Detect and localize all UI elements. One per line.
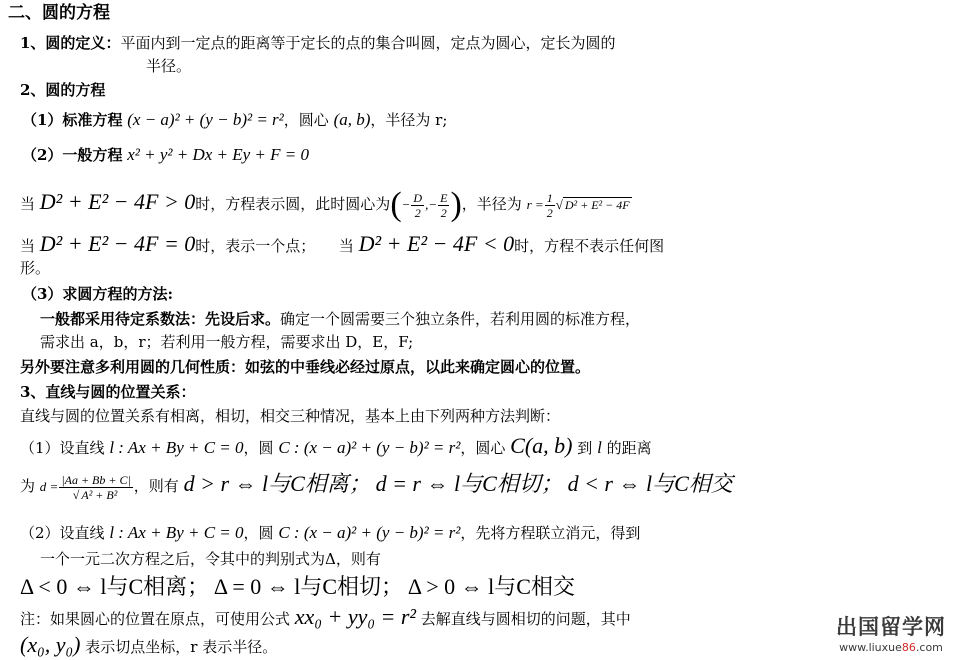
general-equation-label: （2）一般方程 [22,146,123,164]
section-heading: 二、圆的方程 [8,3,110,23]
paren-right: ) [450,186,462,223]
condition-prefix: 当 [20,195,36,213]
method-heading: （3）求圆方程的方法: [22,285,173,303]
tangent-point: (x₀, y₀) [20,632,81,657]
watermark-url: www.liuxue86.com [839,641,943,654]
method2-result-3: Δ > 0 ⇔ l与C相交 [407,574,575,599]
note-line-2 [20,633,277,659]
method1-result-1: d > r ⇔ l与C相离； [183,471,371,496]
method-line [40,309,640,329]
definition-cont: 半径。 [146,57,192,75]
method1-prefix: （1）设直线 [20,439,105,457]
standard-equation: (x − a)² + (y − b)² = r² [127,110,284,129]
distance-fraction: $\frac{|Aa + Bb + C|}{\text{√ A² + B²}}$ [61,472,131,502]
general-equation-line [22,145,309,165]
method2-circle-prefix: ，圆 [243,524,274,542]
method1-circle-prefix: ，圆 [243,439,274,457]
method2-line-eq: l : Ax + By + C = 0 [109,523,244,542]
radius-text: ，半径为 r; [370,111,448,129]
center-formula: (a, b) [333,110,371,129]
condition-negative-text: 时，方程不表示任何图 [514,237,665,255]
method2-text: ，先将方程联立消元，得到 [460,524,641,542]
method2-circle-eq: C : (x − a)² + (y − b)² = r² [278,523,461,542]
method1-line [20,434,652,460]
condition-zero: D² + E² − 4F = 0 [39,231,196,256]
standard-equation-line [22,110,447,130]
center-prefix: ，圆心 [283,111,329,129]
center-x-fraction: $\frac{D}{2}$ [413,190,423,220]
method1-circle-eq: C : (x − a)² + (y − b)² = r² [278,438,461,457]
method1-result-2: d = r ⇔ l与C相切； [375,471,563,496]
definition-text: 平面内到一定点的距离等于定长的点的集合叫圆，定点为圆心，定长为圆的 [120,34,616,52]
condition-cont: 形。 [20,259,51,277]
method1-distance: 的距离 [606,439,652,457]
definition-line [20,33,615,53]
condition-zero-text: 时，表示一个点； [195,237,316,255]
condition-positive-text: 时，方程表示圆，此时圆心为 [195,195,391,213]
method-cont: 需求出 a，b，r；若利用一般方程，需要求出 D，E，F; [40,333,414,351]
method-note: 另外要注意多利用圆的几何性质：如弦的中垂线必经过原点，以此来确定圆心的位置。 [20,358,591,376]
method1-result-line [20,463,733,508]
equation-heading: 2、圆的方程 [20,81,106,99]
watermark-title: 出国留学网 [836,615,946,639]
method1-line-eq: l : Ax + By + C = 0 [109,438,244,457]
method1-d-prefix: 为 [20,477,36,495]
method2-result-2: Δ = 0 ⇔ l与C相切； [213,574,404,599]
position-intro: 直线与圆的位置关系有相离，相切，相交三种情况，基本上由下列两种方法判断： [20,407,561,425]
condition-prefix-2: 当 [338,237,354,255]
method1-d: d = [39,479,59,494]
standard-equation-label: （1）标准方程 [22,111,123,129]
note-equation: xx₀ + yy₀ = r² [294,604,417,629]
condition-prefix: 当 [20,237,36,255]
method2-result-line [20,573,575,603]
note-prefix: 注：如果圆心的位置在原点，可使用公式 [20,610,291,628]
condition-zero-line [20,232,664,258]
condition-negative: D² + E² − 4F < 0 [358,231,515,256]
method1-center: C(a, b) [510,433,573,458]
definition-label: 1、圆的定义： [20,34,121,52]
note2-text: 表示切点坐标，r 表示半径。 [85,638,278,656]
method2-line [20,520,640,546]
site-watermark [836,611,946,654]
method-bold: 一般都采用待定系数法：先设后求。 [40,310,281,328]
radius-r: r = [526,197,544,212]
half-fraction: $\frac{1}{2}$ [546,190,553,220]
method-text: 确定一个圆需要三个独立条件，若利用圆的标准方程， [280,310,641,328]
general-equation: x² + y² + Dx + Ey + F = 0 [127,145,310,164]
note-line [20,605,631,631]
paren-left: ( [390,186,402,223]
method1-result-3: d < r ⇔ l与C相交 [567,471,733,496]
method1-l: l [597,438,602,457]
method1-to: 到 [577,439,593,457]
method2-prefix: （2）设直线 [20,524,105,542]
note-text: 去解直线与圆相切的问题，其中 [420,610,631,628]
condition-positive: D² + E² − 4F > 0 [39,189,196,214]
method1-center-prefix: ，圆心 [460,439,506,457]
method1-then: ，则有 [133,477,179,495]
center-y-fraction: $\frac{E}{2}$ [440,190,448,220]
condition-positive-line: 当 D² + E² − 4F > 0时，方程表示圆，此时圆心为(− $\frac{D}{2}$ ,− $\frac{E}{2}$ )，半径为 r = $\frac{1}{2}$ √ D² + E² − 4F [20,186,630,223]
radius-prefix: ，半径为 [461,195,522,213]
position-heading: 3、直线与圆的位置关系： [20,383,196,401]
method2-cont: 一个一元二次方程之后，令其中的判别式为Δ，则有 [40,550,381,568]
radius-sqrt: D² + E² − 4F [564,198,630,212]
method2-result-1: Δ < 0 ⇔ l与C相离； [20,574,210,599]
